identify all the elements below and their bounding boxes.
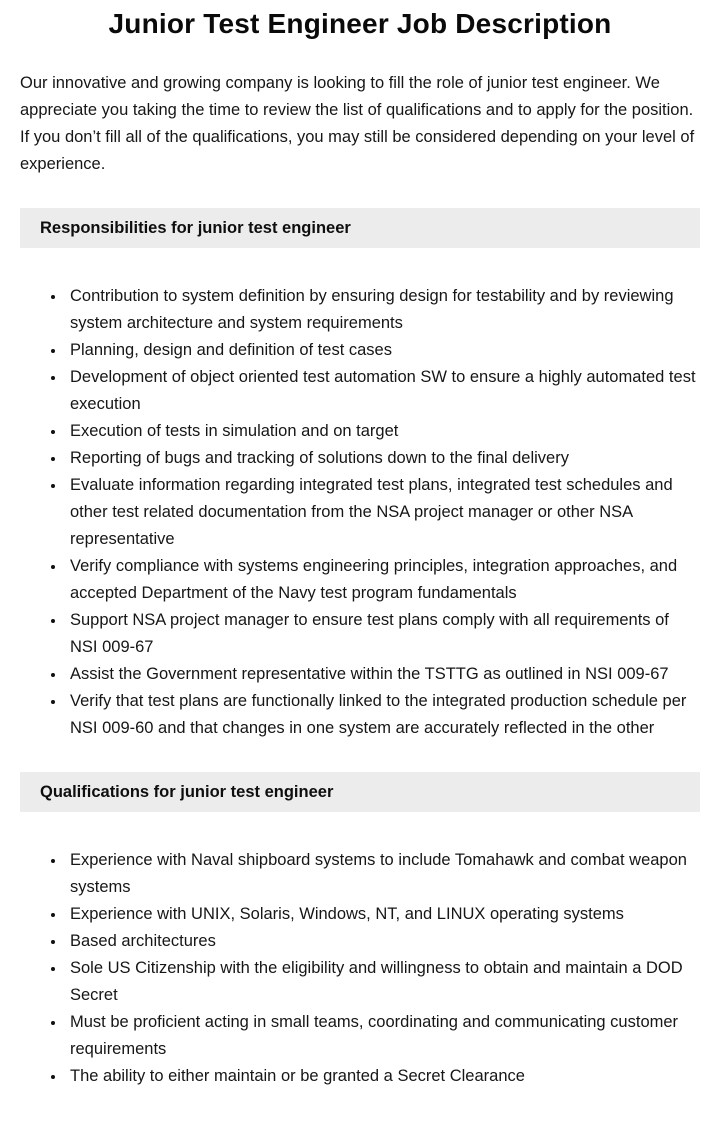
list-item: • Reporting of bugs and tracking of solutions down to the final delivery	[66, 445, 700, 472]
list-item: • Verify that test plans are functionally linked to the integrated production schedule per NSI 009-60 and that changes in one system are accurately reflected in the other	[66, 688, 700, 742]
list-item: • Development of object oriented test automation SW to ensure a highly automated test execution	[66, 364, 700, 418]
qualifications-heading: Qualifications for junior test engineer	[20, 772, 700, 812]
responsibilities-section	[20, 208, 700, 742]
list-item: • Experience with Naval shipboard systems to include Tomahawk and combat weapon systems	[66, 847, 700, 901]
list-item: • Planning, design and definition of test cases	[66, 337, 700, 364]
responsibilities-heading: Responsibilities for junior test engineer	[20, 208, 700, 248]
list-item: • Support NSA project manager to ensure test plans comply with all requirements of NSI 009-67	[66, 607, 700, 661]
page-title: Junior Test Engineer Job Description	[108, 8, 612, 39]
list-item: • Sole US Citizenship with the eligibility and willingness to obtain and maintain a DOD Secret	[66, 955, 700, 1009]
list-item: • The ability to either maintain or be granted a Secret Clearance	[66, 1063, 700, 1090]
qualifications-section	[20, 772, 700, 1090]
responsibilities-list	[20, 283, 700, 742]
list-item: • Contribution to system definition by ensuring design for testability and by reviewing system architecture and system requirements	[66, 283, 700, 337]
intro-paragraph: Our innovative and growing company is looking to fill the role of junior test engineer. We appreciate you taking the time to review the list of qualifications and to apply for the position. If you don’t fill all of the qualifications, you may still be considered depending on your level of experience.	[20, 74, 695, 173]
list-item: • Verify compliance with systems engineering principles, integration approaches, and accepted Department of the Navy test program fundamentals	[66, 553, 700, 607]
list-item: • Execution of tests in simulation and on target	[66, 418, 700, 445]
list-item: • Evaluate information regarding integrated test plans, integrated test schedules and other test related documentation from the NSA project manager or other NSA representative	[66, 472, 700, 553]
list-item: • Assist the Government representative within the TSTTG as outlined in NSI 009-67	[66, 661, 700, 688]
list-item: • Experience with UNIX, Solaris, Windows, NT, and LINUX operating systems	[66, 901, 700, 928]
list-item: • Based architectures	[66, 928, 700, 955]
list-item: • Must be proficient acting in small teams, coordinating and communicating customer requirements	[66, 1009, 700, 1063]
qualifications-list	[20, 847, 700, 1090]
